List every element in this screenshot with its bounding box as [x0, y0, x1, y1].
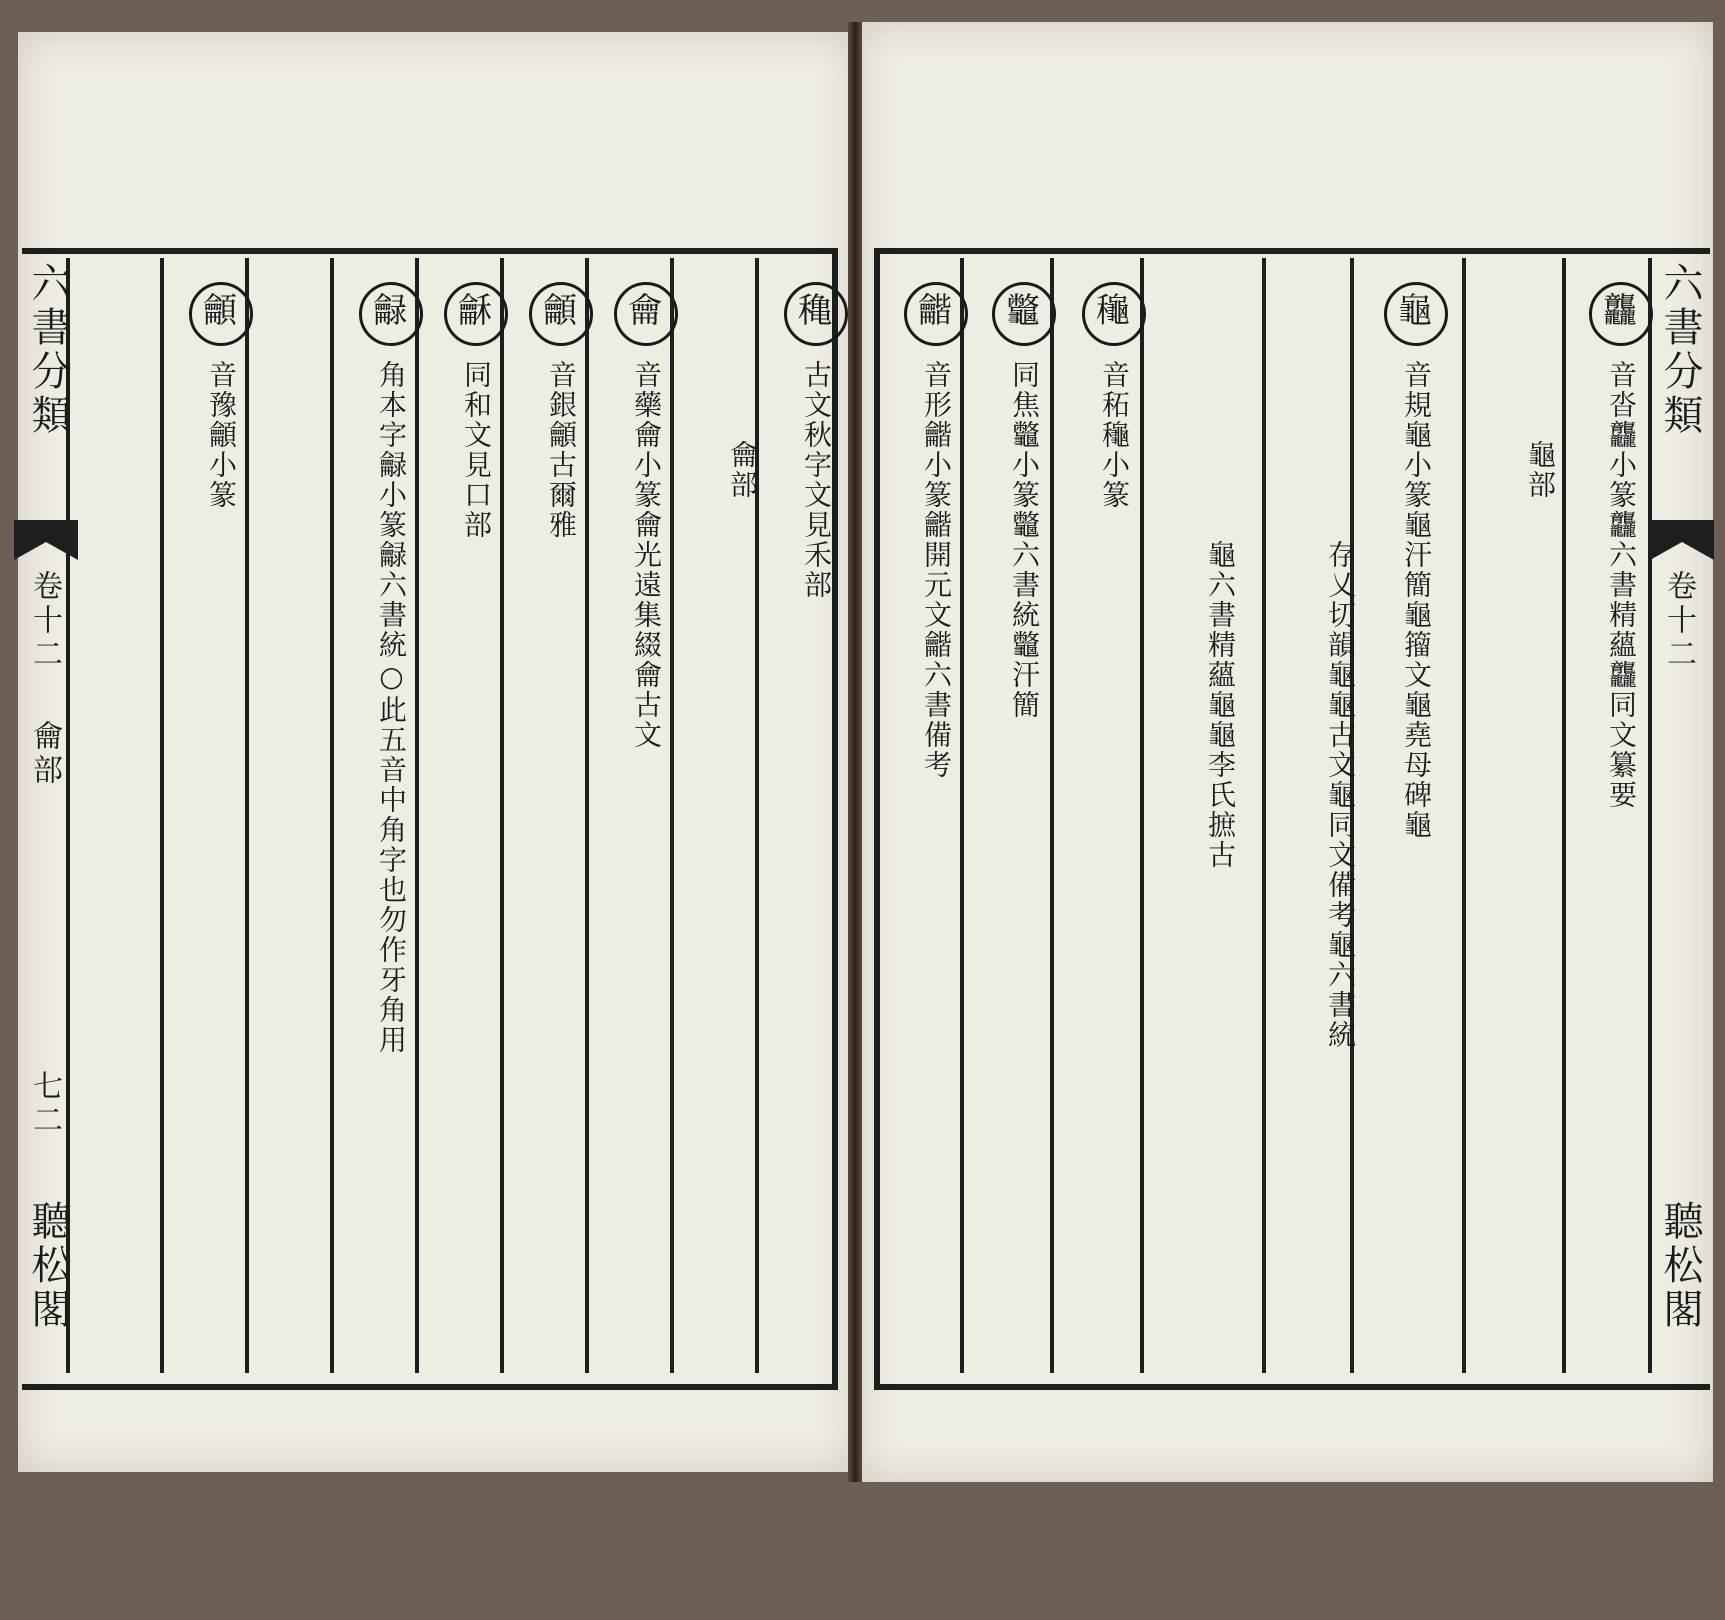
entry-column — [420, 282, 508, 1362]
entry-column — [968, 282, 1056, 1362]
entry-column — [760, 282, 848, 1362]
entry-text: 同焦龞小篆龞六書統龞汗簡 — [1008, 360, 1041, 720]
entry-text: 龜六書精蘊龜龜李氏摭古 — [1204, 540, 1237, 870]
section-title: 龜部 — [1524, 440, 1557, 500]
entry-column — [1270, 540, 1358, 1620]
entry-head-character: 龘 — [1589, 282, 1653, 346]
book-spine — [848, 22, 862, 1482]
left-margin-title: 六書分類 — [25, 262, 71, 438]
entry-column — [880, 282, 968, 1362]
entry-column — [1058, 282, 1146, 1362]
entry-text: 存乂切韻龜龜古文龜同文備考龜六書統 — [1324, 540, 1357, 1050]
section-title: 龠部 — [726, 440, 759, 500]
entry-text: 音規龜小篆龜汗簡龜籀文龜堯母碑龜 — [1400, 360, 1433, 840]
column-rule — [1262, 258, 1266, 1373]
entry-head-character: 龥 — [529, 282, 593, 346]
entry-text: 音銀龥古爾雅 — [545, 360, 578, 540]
entry-column — [1360, 282, 1448, 1362]
column-rule — [1462, 258, 1466, 1373]
entry-head-character: 龣 — [359, 282, 423, 346]
entry-column — [335, 282, 423, 1362]
left-margin-leaf: 七二 — [27, 1070, 62, 1138]
left-margin-section: 龠部 — [27, 720, 62, 788]
entry-column — [505, 282, 593, 1362]
right-margin-publisher: 聽松閣 — [1657, 1200, 1703, 1332]
entry-column — [1565, 282, 1653, 1362]
entry-text: 古文秋字文見禾部 — [800, 360, 833, 600]
entry-head-character: 龠 — [614, 282, 678, 346]
entry-head-character: 龝 — [1082, 282, 1146, 346]
entry-head-character: 穐 — [784, 282, 848, 346]
entry-text: 音豫龥小篆 — [205, 360, 238, 510]
entry-text: 音形龤小篆龤開元文龤六書備考 — [920, 360, 953, 780]
column-rule — [330, 258, 334, 1373]
entry-head-character: 龞 — [992, 282, 1056, 346]
entry-head-character: 龢 — [444, 282, 508, 346]
entry-text: 同和文見口部 — [460, 360, 493, 540]
entry-head-character: 龜 — [1384, 282, 1448, 346]
left-margin-volume: 卷十二 — [27, 570, 62, 672]
section-heading — [672, 440, 760, 1520]
entry-text: 音䄷龝小篆 — [1098, 360, 1131, 510]
entry-head-character: 龥 — [189, 282, 253, 346]
entry-column — [165, 282, 253, 1362]
entry-text: 角本字龣小篆龣六書統○此五音中角字也勿作牙角用 — [375, 360, 408, 1055]
left-margin-publisher: 聽松閣 — [25, 1200, 71, 1332]
right-margin-volume: 卷十二 — [1661, 570, 1696, 672]
right-margin-title: 六書分類 — [1657, 262, 1703, 438]
entry-text: 音沓龘小篆龘六書精蘊龘同文纂要 — [1605, 360, 1638, 810]
entry-head-character: 龤 — [904, 282, 968, 346]
entry-text: 音藥龠小篆龠光遠集綴龠古文 — [630, 360, 663, 750]
entry-column — [590, 282, 678, 1362]
entry-column — [1150, 540, 1238, 1620]
section-heading — [1470, 440, 1558, 1520]
column-rule — [160, 258, 164, 1373]
